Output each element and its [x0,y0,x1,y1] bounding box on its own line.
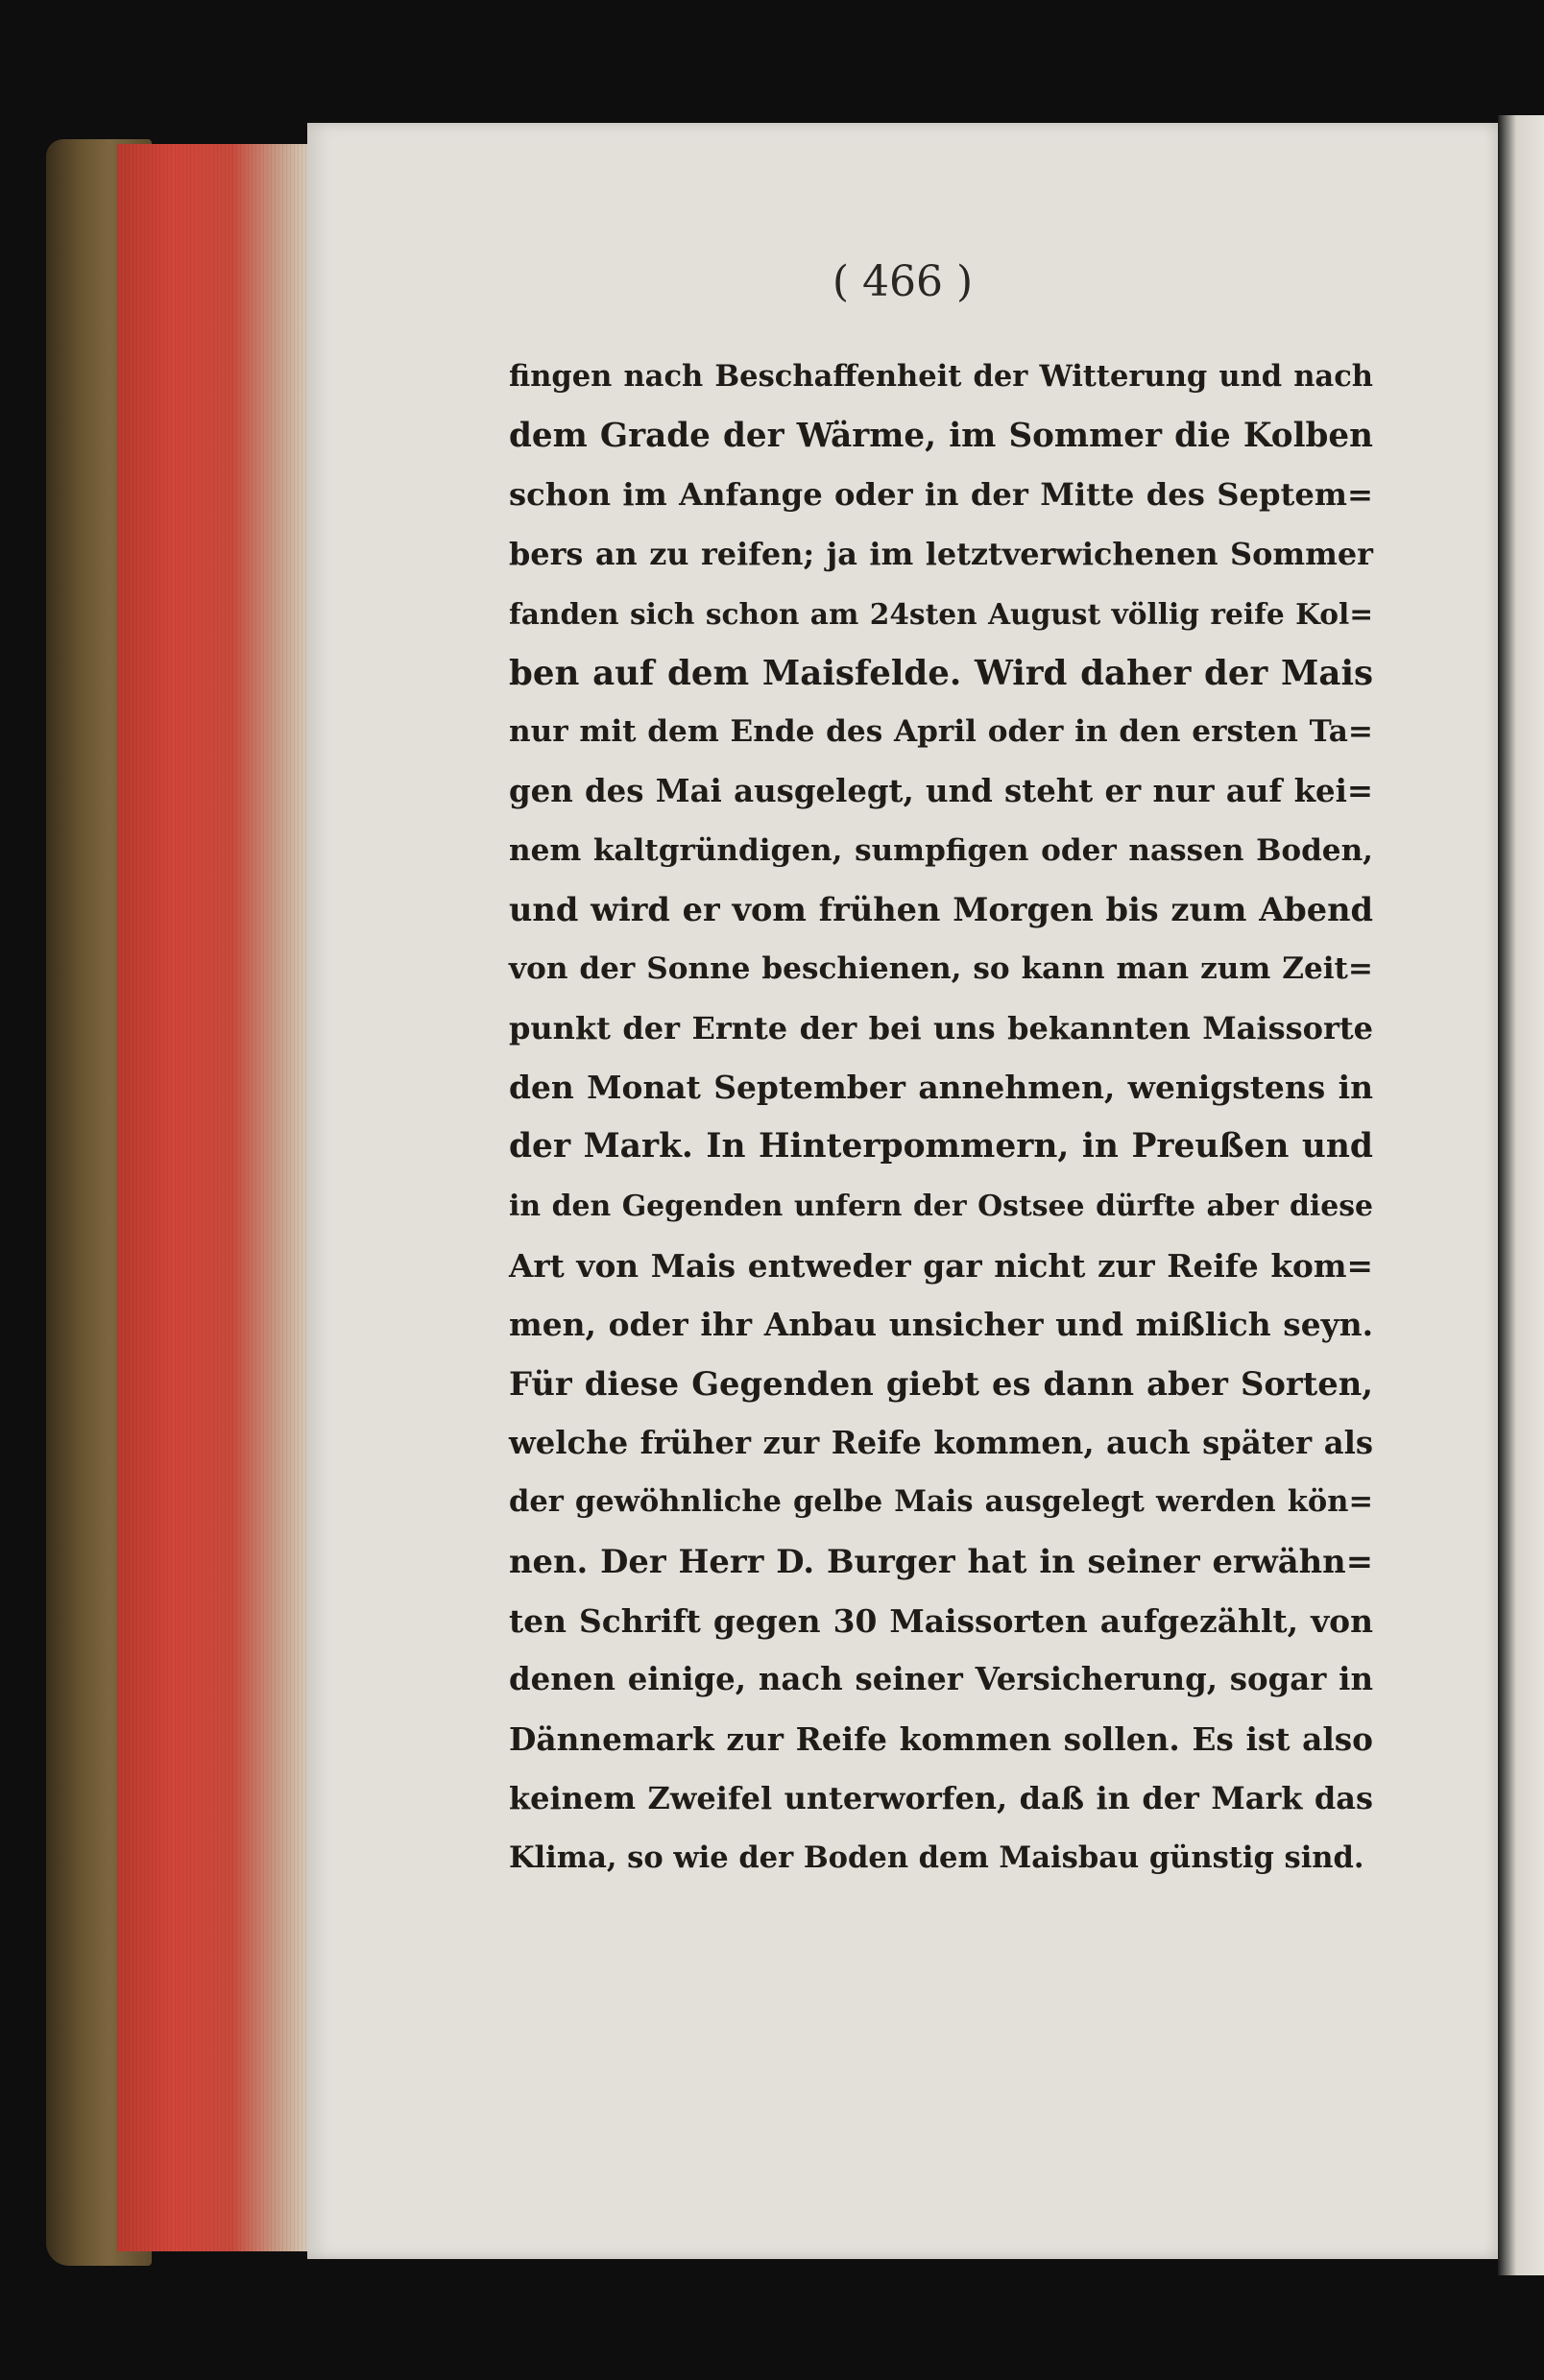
text-line: nem kaltgründigen, sumpfigen oder nassen Boden, [509,832,1373,868]
text-line: Klima, so wie der Boden dem Maisbau günstig sind. [509,1839,1364,1875]
text-line: gen des Mai ausgelegt, und steht er nur auf kei= [509,772,1373,809]
page-edges [117,144,309,2251]
text-line: schon im Anfange oder in der Mitte des Septem= [509,476,1373,514]
text-line: fanden sich schon am 24sten August völlig reife Kol= [509,596,1373,631]
text-line: und wird er vom frühen Morgen bis zum Abend [509,890,1373,929]
text-line: punkt der Ernte der bei uns bekannten Maissorte [509,1009,1373,1046]
page-number: ( 466 ) [832,257,974,306]
text-line: welche früher zur Reife kommen, auch später als [509,1424,1373,1461]
text-line: men, oder ihr Anbau unsicher und mißlich seyn. [509,1306,1373,1344]
text-line: nur mit dem Ende des April oder in den ersten Ta= [509,714,1373,750]
text-line: dem Grade der Wärme, im Sommer die Kolben [509,416,1373,455]
text-line: nen. Der Herr D. Burger hat in seiner erwähn= [509,1542,1373,1581]
text-line: der Mark. In Hinterpommern, in Preußen und [509,1127,1373,1166]
text-line: von der Sonne beschienen, so kann man zum Zeit= [509,951,1373,987]
text-line: in den Gegenden unfern der Ostsee dürfte aber diese [509,1189,1373,1223]
text-line: Art von Mais entweder gar nicht zur Reife kom= [509,1246,1373,1285]
text-line: bers an zu reifen; ja im letztverwichenen Sommer [509,536,1373,573]
opposite-page-edge [1498,115,1544,2275]
text-line: den Monat September annehmen, wenigstens in [509,1069,1373,1107]
text-line: ben auf dem Maisfelde. Wird daher der Mais [509,653,1373,693]
text-line: fingen nach Beschaffenheit der Witterung und nach [509,359,1373,394]
text-line: keinem Zweifel unterworfen, daß in der Mark das [509,1779,1373,1816]
text-line: denen einige, nach seiner Versicherung, sogar in [509,1661,1373,1698]
text-line: Dännemark zur Reife kommen sollen. Es ist also [509,1720,1373,1759]
text-line: ten Schrift gegen 30 Maissorten aufgezählt, von [509,1601,1373,1640]
page-body-text [509,348,1373,1887]
text-line: der gewöhnliche gelbe Mais ausgelegt werden kön= [509,1484,1373,1520]
text-line: Für diese Gegenden giebt es dann aber Sorten, [509,1363,1373,1403]
